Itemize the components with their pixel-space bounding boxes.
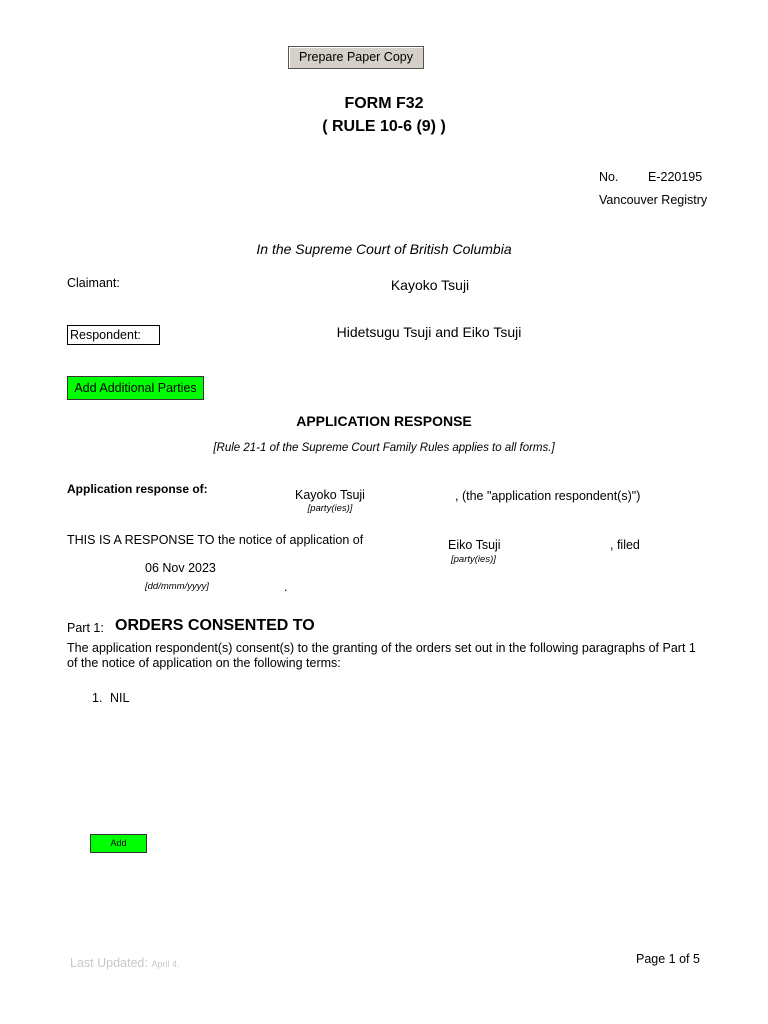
- page-indicator: Page 1 of 5: [636, 952, 700, 966]
- respondent-label-button[interactable]: Respondent:: [67, 325, 160, 345]
- respondent-name: Hidetsugu Tsuji and Eiko Tsuji: [336, 324, 522, 340]
- part1-label: Part 1:: [67, 621, 104, 635]
- response-party-hint: [party(ies)]: [307, 503, 353, 514]
- file-number-label: No.: [599, 170, 619, 184]
- filed-date: 06 Nov 2023: [145, 561, 216, 575]
- last-updated: [70, 956, 179, 970]
- applicant-party: Eiko Tsuji: [448, 538, 501, 552]
- claimant-label: Claimant:: [67, 276, 120, 290]
- rule-note: [Rule 21-1 of the Supreme Court Family Rules applies to all forms.]: [213, 442, 555, 454]
- add-additional-parties-button[interactable]: Add Additional Parties: [67, 376, 204, 400]
- response-of-label: Application response of:: [67, 482, 208, 496]
- response-party: Kayoko Tsuji: [295, 488, 365, 502]
- court-name: In the Supreme Court of British Columbia: [256, 241, 512, 257]
- form-title: FORM F32: [344, 95, 424, 112]
- date-period: .: [284, 580, 288, 594]
- file-number: E-220195: [648, 170, 703, 184]
- registry-name: Vancouver Registry: [599, 193, 708, 207]
- claimant-name: Kayoko Tsuji: [390, 277, 470, 293]
- last-updated-date: April 4,: [151, 959, 180, 969]
- filed-suffix: , filed: [610, 538, 640, 552]
- prepare-paper-copy-button[interactable]: Prepare Paper Copy: [288, 46, 424, 69]
- applicant-party-hint: [party(ies)]: [451, 554, 496, 565]
- item-number: 1.: [92, 691, 103, 705]
- part1-heading: ORDERS CONSENTED TO: [115, 617, 315, 634]
- section-title: APPLICATION RESPONSE: [296, 413, 472, 429]
- respondent-suffix: , (the "application respondent(s)"): [455, 489, 641, 503]
- item-text: NIL: [110, 691, 130, 705]
- date-hint: [dd/mmm/yyyy]: [145, 581, 209, 592]
- part1-paragraph: The application respondent(s) consent(s) to the granting of the orders set out in the following paragraphs of Part 1 of the notice of application on the following terms:: [67, 641, 696, 670]
- rule-title: ( RULE 10-6 (9) ): [322, 118, 446, 135]
- last-updated-label: Last Updated:: [70, 956, 148, 970]
- response-to-text: THIS IS A RESPONSE TO the notice of application of: [67, 533, 364, 547]
- add-order-button[interactable]: Add: [90, 834, 147, 853]
